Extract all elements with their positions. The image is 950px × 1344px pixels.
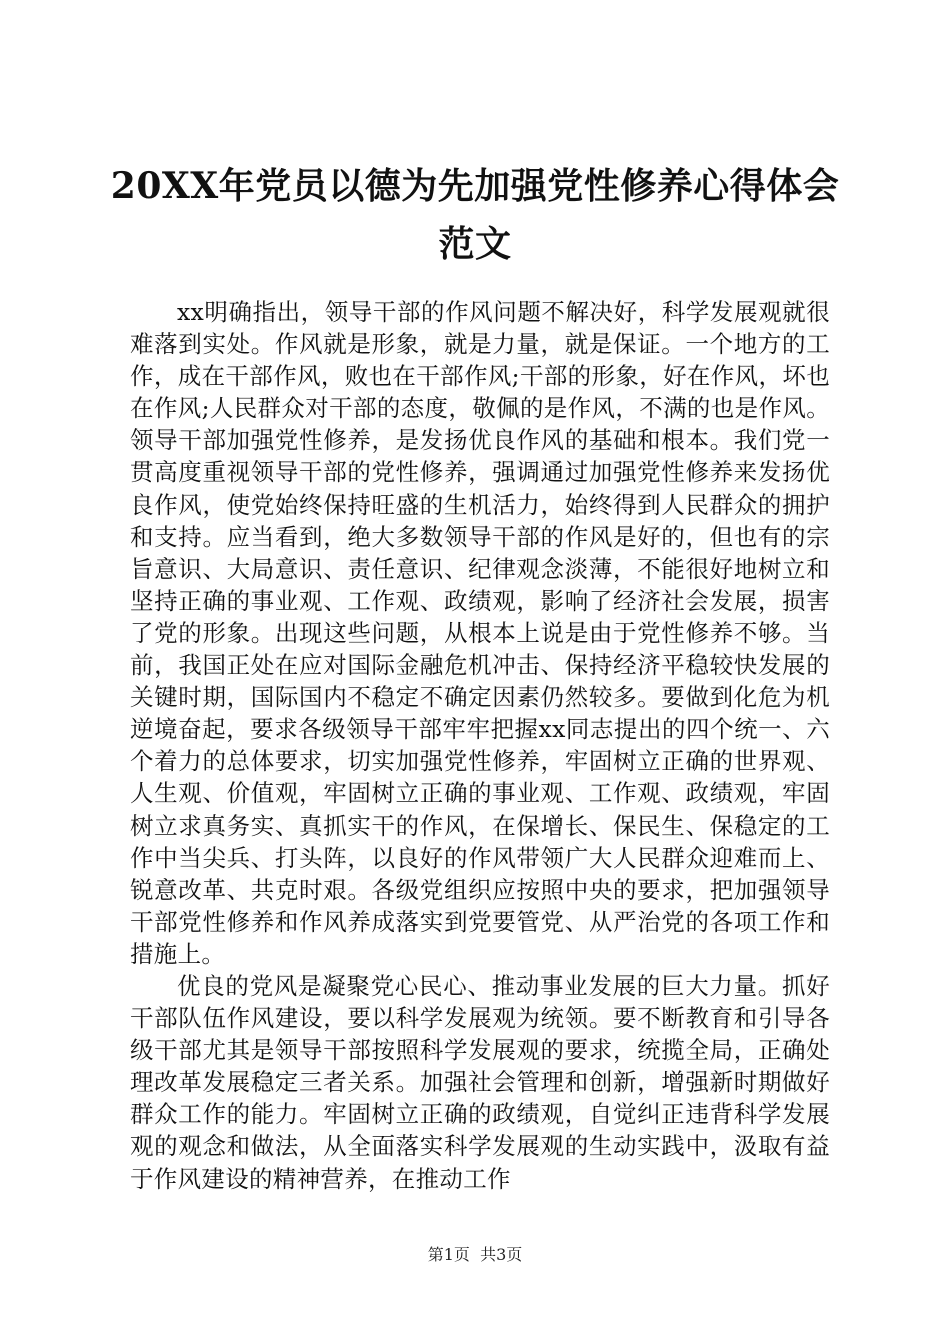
document-body	[130, 296, 830, 1195]
paragraph-1: xx明确指出，领导干部的作风问题不解决好，科学发展观就很难落到实处。作风就是形象，就是力量，就是保证。一个地方的工作，成在干部作风，败也在干部作风;干部的形象，好在作风，坏也在作风;人民群众对干部的态度，敬佩的是作风，不满的也是作风。领导干部加强党性修养，是发扬优良作风的基础和根本。我们党一贯高度重视领导干部的党性修养，强调通过加强党性修养来发扬优良作风，使党始终保持旺盛的生机活力，始终得到人民群众的拥护和支持。应当看到，绝大多数领导干部的作风是好的，但也有的宗旨意识、大局意识、责任意识、纪律观念淡薄，不能很好地树立和坚持正确的事业观、工作观、政绩观，影响了经济社会发展，损害了党的形象。出现这些问题，从根本上说是由于党性修养不够。当前，我国正处在应对国际金融危机冲击、保持经济平稳较快发展的关键时期，国际国内不稳定不确定因素仍然较多。要做到化危为机逆境奋起，要求各级领导干部牢牢把握xx同志提出的四个统一、六个着力的总体要求，切实加强党性修养，牢固树立正确的世界观、人生观、价值观，牢固树立正确的事业观、工作观、政绩观，牢固树立求真务实、真抓实干的作风，在保增长、保民生、保稳定的工作中当尖兵、打头阵，以良好的作风带领广大人民群众迎难而上、锐意改革、共克时艰。各级党组织应按照中央的要求，把加强领导干部党性修养和作风养成落实到党要管党、从严治党的各项工作和措施上。	[130, 298, 830, 968]
document-title-line-2: 范文	[438, 223, 512, 265]
page-number-total: 共3页	[480, 1245, 523, 1264]
page-number-current: 第1页	[427, 1245, 470, 1264]
page-footer	[0, 1245, 950, 1265]
document-title-line-1: 20XX年党员以德为先加强党性修养心得体会	[110, 165, 840, 207]
paragraph-2: 优良的党风是凝聚党心民心、推动事业发展的巨大力量。抓好干部队伍作风建设，要以科学发展观为统领。要不断教育和引导各级干部尤其是领导干部按照科学发展观的要求，统揽全局，正确处理改革发展稳定三者关系。加强社会管理和创新，增强新时期做好群众工作的能力。牢固树立正确的政绩观，自觉纠正违背科学发展观的观念和做法，从全面落实科学发展观的生动实践中，汲取有益于作风建设的精神营养，在推动工作	[130, 971, 830, 1193]
